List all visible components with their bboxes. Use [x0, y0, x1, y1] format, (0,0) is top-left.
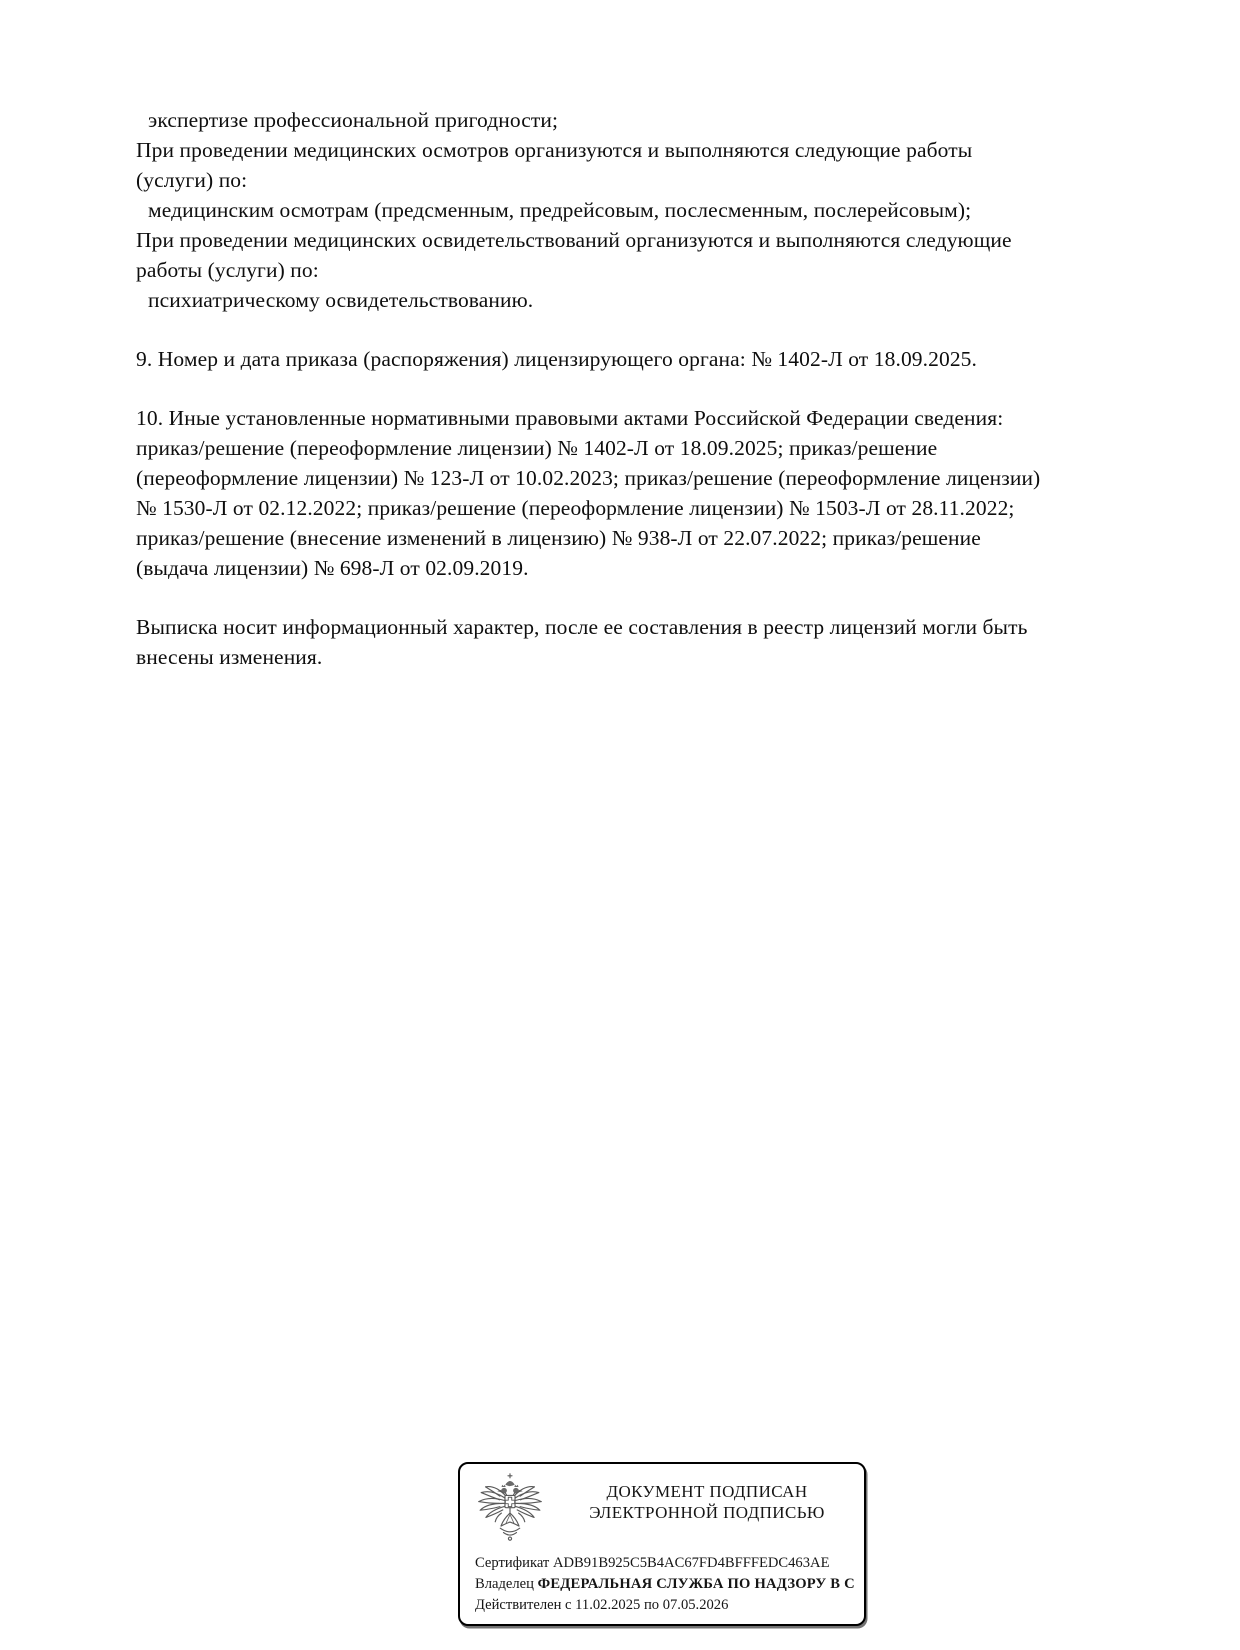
paragraph-item-9	[136, 344, 1116, 374]
stamp-title-line1: ДОКУМЕНТ ПОДПИСАН	[606, 1482, 808, 1501]
document-body	[136, 105, 1116, 672]
text-line: № 1530-Л от 02.12.2022; приказ/решение (переоформление лицензии) № 1503-Л от 28.11.2022;	[136, 496, 1015, 520]
paragraph-services-continuation	[136, 105, 1116, 315]
text-line: приказ/решение (переоформление лицензии) № 1402-Л от 18.09.2025; приказ/решение	[136, 436, 938, 460]
text-line: экспертизе профессиональной пригодности;	[148, 108, 559, 132]
certificate-line	[475, 1553, 864, 1574]
owner-line	[475, 1574, 864, 1595]
text-line: Выписка носит информационный характер, после ее составления в реестр лицензий могли быть	[136, 615, 1028, 639]
text-line: 9. Номер и дата приказа (распоряжения) лицензирующего органа: № 1402-Л от 18.09.2025.	[136, 347, 977, 371]
validity-line: Действителен с 11.02.2025 по 07.05.2026	[475, 1597, 729, 1613]
certificate-value: ADB91B925C5B4AC67FD4BFFFEDC463AE	[552, 1555, 830, 1571]
paragraph-item-10	[136, 403, 1116, 583]
text-line: приказ/решение (внесение изменений в лицензию) № 938-Л от 22.07.2022; приказ/решение	[136, 526, 981, 550]
owner-label: Владелец	[475, 1576, 534, 1592]
text-line: (услуги) по:	[136, 168, 248, 192]
text-line: работы (услуги) по:	[136, 258, 319, 282]
text-line: психиатрическому освидетельствованию.	[148, 288, 534, 312]
certificate-label: Сертификат	[475, 1555, 550, 1571]
double-headed-eagle-icon	[474, 1472, 546, 1547]
paragraph-disclaimer	[136, 612, 1116, 672]
text-line: При проведении медицинских освидетельствований организуются и выполняются следующие	[136, 228, 1012, 252]
text-line: (переоформление лицензии) № 123-Л от 10.02.2023; приказ/решение (переоформление лицензии)	[136, 466, 1041, 490]
text-line: При проведении медицинских осмотров организуются и выполняются следующие работы	[136, 138, 973, 162]
text-line: (выдача лицензии) № 698-Л от 02.09.2019.	[136, 556, 529, 580]
text-line: внесены изменения.	[136, 645, 323, 669]
text-line: медицинским осмотрам (предсменным, предрейсовым, послесменным, послерейсовым);	[148, 198, 972, 222]
text-line: 10. Иные установленные нормативными правовыми актами Российской Федерации сведения:	[136, 406, 1004, 430]
owner-value: ФЕДЕРАЛЬНАЯ СЛУЖБА ПО НАДЗОРУ В С	[537, 1576, 855, 1592]
stamp-details	[475, 1553, 864, 1616]
stamp-title-line2: ЭЛЕКТРОННОЙ ПОДПИСЬЮ	[589, 1503, 825, 1522]
stamp-title	[556, 1481, 858, 1523]
signature-stamp	[458, 1462, 866, 1626]
